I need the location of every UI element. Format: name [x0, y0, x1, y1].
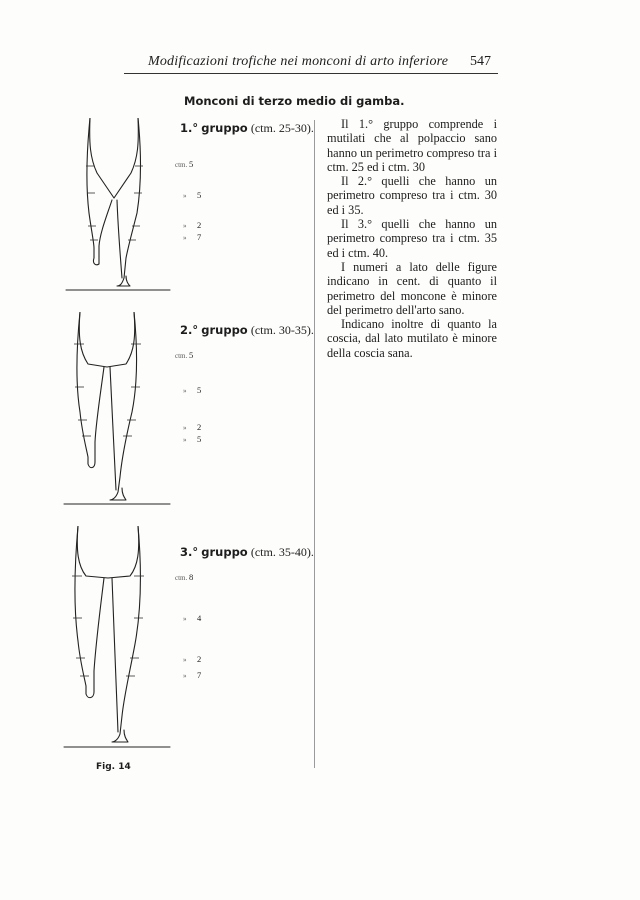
- group-number: 2.°: [180, 323, 199, 337]
- running-title: Modificazioni trofiche nei monconi di arto inferiore: [148, 54, 449, 69]
- body-text: [327, 117, 497, 360]
- group-word: gruppo: [201, 121, 248, 135]
- measurement-1-3: » 2: [183, 220, 202, 230]
- measurement-3-1: ctm. 8: [175, 572, 194, 582]
- figure-leg-group-3: [62, 526, 174, 752]
- paragraph-5: Indicano inoltre di quanto la coscia, dal lato mutilato è minore della coscia sana.: [327, 317, 497, 360]
- measurement-1-1: ctm. 5: [175, 159, 194, 169]
- measurement-3-3: » 2: [183, 654, 202, 664]
- section-heading: Monconi di terzo medio di gamba.: [184, 94, 405, 108]
- measurement-1-4: » 7: [183, 232, 202, 242]
- paragraph-1: Il 1.° gruppo comprende i mutilati che al polpaccio sano hanno un perimetro compreso tra i ctm. 25 ed i ctm. 30: [327, 117, 497, 174]
- measurement-3-2: » 4: [183, 613, 202, 623]
- paragraph-2: Il 2.° quelli che hanno un perimetro compreso tra i ctm. 30 ed i 35.: [327, 174, 497, 217]
- group-range: (ctm. 30-35).: [250, 323, 314, 337]
- group-1-label: [180, 121, 314, 136]
- paragraph-4: I numeri a lato delle figure indicano in cent. di quanto il perimetro del moncone è minore del perimetro dell'arto sano.: [327, 259, 497, 317]
- group-range: (ctm. 35-40).: [250, 545, 314, 559]
- measurement-2-3: » 2: [183, 422, 202, 432]
- paragraph-3: Il 3.° quelli che hanno un perimetro compreso tra i ctm. 35 ed i ctm. 40.: [327, 217, 497, 260]
- group-2-label: [180, 323, 314, 338]
- figure-caption: Fig. 14: [96, 762, 131, 772]
- group-word: gruppo: [201, 323, 248, 337]
- group-number: 3.°: [180, 545, 199, 559]
- group-3-label: [180, 545, 314, 560]
- measurement-1-2: » 5: [183, 190, 202, 200]
- page-number: 547: [470, 54, 491, 69]
- figure-leg-group-1: [62, 118, 174, 296]
- measurement-2-4: » 5: [183, 434, 202, 444]
- header-rule: [124, 73, 498, 74]
- figure-leg-group-2: [62, 312, 174, 508]
- measurement-2-1: ctm. 5: [175, 350, 194, 360]
- group-range: (ctm. 25-30).: [250, 121, 314, 135]
- column-divider: [314, 120, 315, 768]
- measurement-2-2: » 5: [183, 385, 202, 395]
- group-word: gruppo: [201, 545, 248, 559]
- measurement-3-4: » 7: [183, 670, 202, 680]
- group-number: 1.°: [180, 121, 199, 135]
